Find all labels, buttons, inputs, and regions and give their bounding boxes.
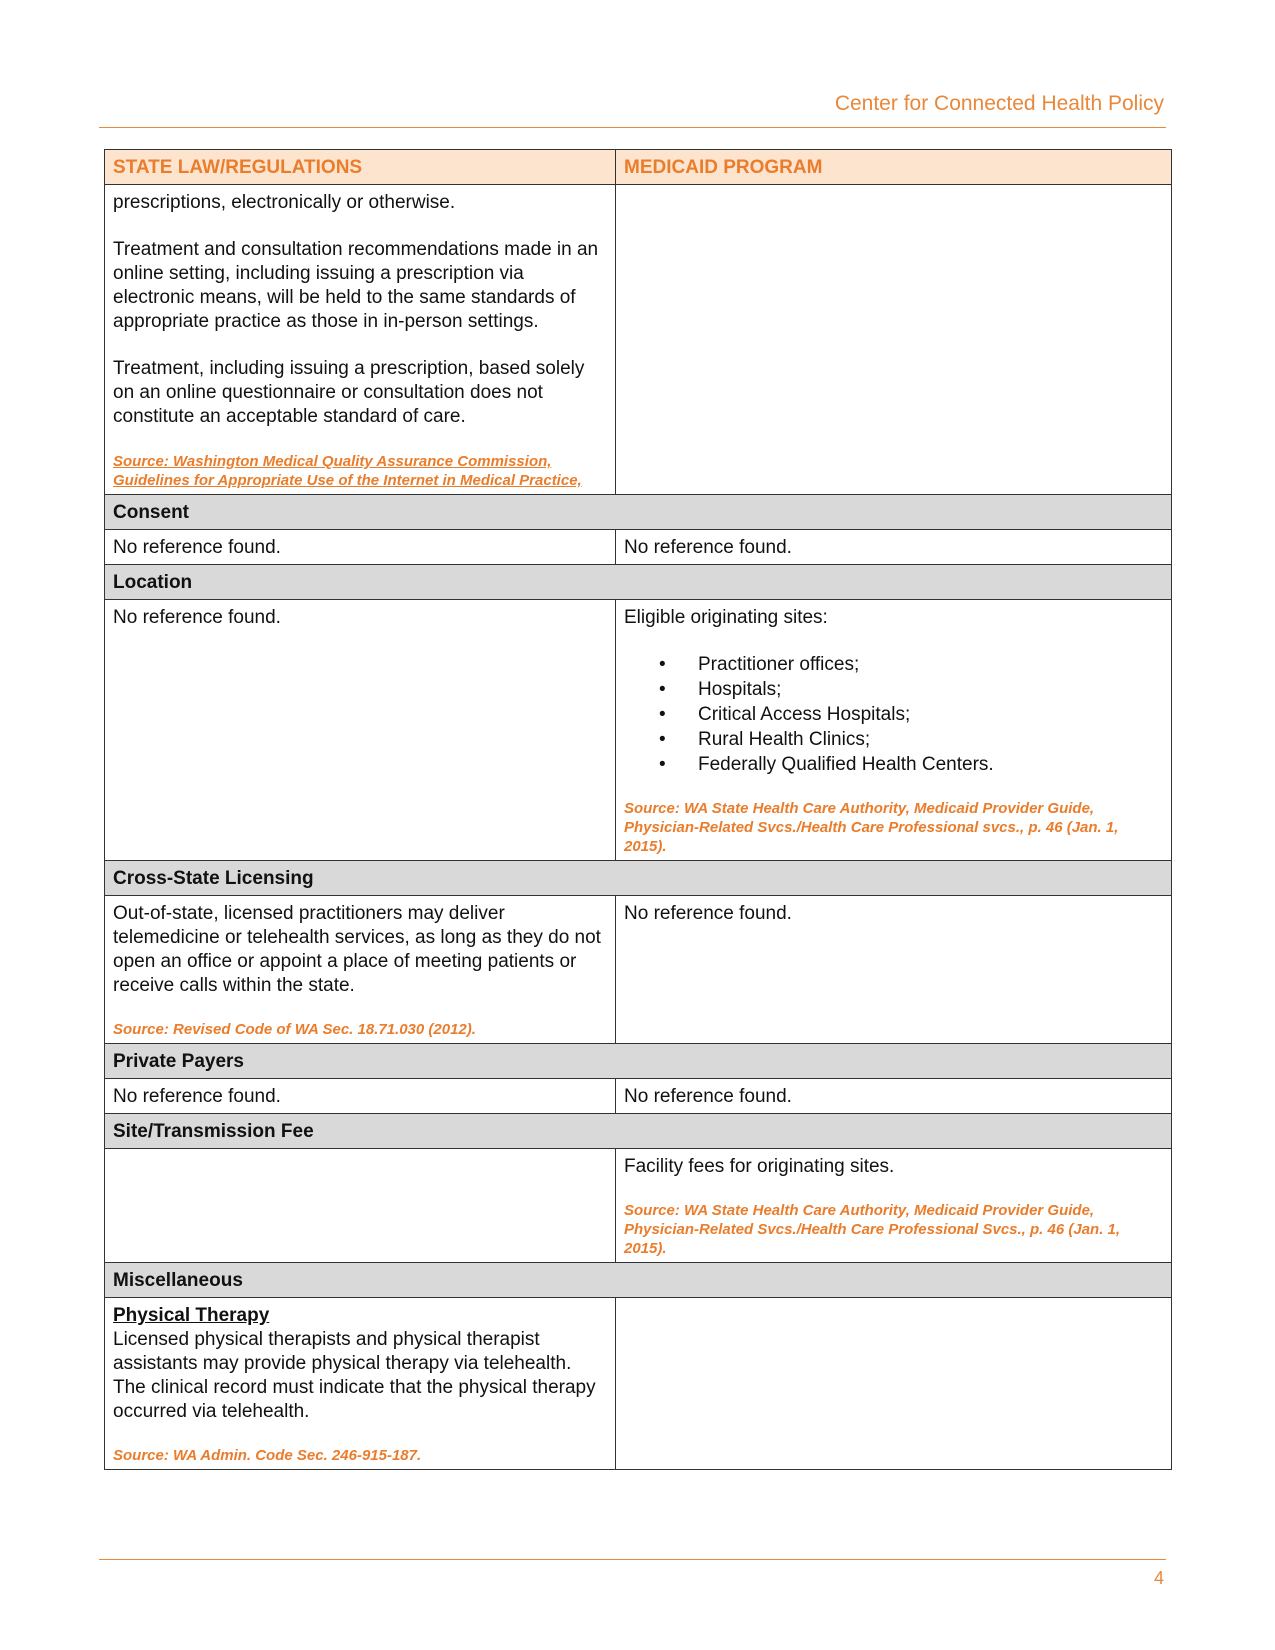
bullet-icon: • [659, 754, 666, 775]
state-cell [105, 896, 616, 1044]
section-row-private-payers [105, 1044, 1172, 1079]
section-title: Private Payers [105, 1044, 1172, 1079]
telehealth-policy-table [104, 149, 1172, 1470]
source-citation: Source: WA Admin. Code Sec. 246-915-187. [113, 1447, 422, 1464]
medicaid-cell: No reference found. [616, 530, 1172, 565]
state-cell: No reference found. [105, 600, 616, 861]
source-citation: Source: WA State Health Care Authority, Medicaid Provider Guide, Physician-Related Svcs./Health Care Professional Svcs., p. 46 (Jan. 1, 2015). [624, 1202, 1121, 1257]
footer-divider [99, 1559, 1166, 1560]
medicaid-cell [616, 1149, 1172, 1263]
paragraph: Out-of-state, licensed practitioners may deliver telemedicine or telehealth services, as long as they do not open an office or appoint a place of meeting patients or receive calls within the state. [113, 903, 601, 996]
bullet-icon: • [659, 704, 666, 725]
list-item: • Hospitals; [659, 679, 782, 700]
section-title: Miscellaneous [105, 1263, 1172, 1298]
header-divider [99, 127, 1166, 128]
medicaid-cell-intro [616, 185, 1172, 495]
state-cell [105, 1149, 616, 1263]
list-item: • Critical Access Hospitals; [659, 704, 911, 725]
source-text: : Washington Medical Quality Assurance Commission, Guidelines for Appropriate Use of the Internet in Medical Practice, [113, 453, 582, 489]
paragraph: Treatment, including issuing a prescription, based solely on an online questionnaire or consultation does not constitute an acceptable standard of care. [113, 358, 585, 427]
medicaid-cell [616, 600, 1172, 861]
medicaid-cell: No reference found. [616, 896, 1172, 1044]
paragraph: Facility fees for originating sites. [624, 1156, 895, 1177]
table-row [105, 600, 1172, 861]
state-cell [105, 1298, 616, 1470]
bullet-icon: • [659, 654, 666, 675]
section-title: Site/Transmission Fee [105, 1114, 1172, 1149]
section-row-location [105, 565, 1172, 600]
section-title: Consent [105, 495, 1172, 530]
medicaid-cell [616, 1298, 1172, 1470]
source-citation-link[interactable] [113, 452, 607, 490]
section-row-consent [105, 495, 1172, 530]
paragraph: prescriptions, electronically or otherwise. [113, 192, 456, 213]
column-header-medicaid: MEDICAID PROGRAM [616, 150, 1172, 185]
state-cell: No reference found. [105, 530, 616, 565]
list-item: • Federally Qualified Health Centers. [659, 754, 994, 775]
table-header-row [105, 150, 1172, 185]
list-item: • Practitioner offices; [659, 654, 860, 675]
bullet-icon: • [659, 729, 666, 750]
state-cell: No reference found. [105, 1079, 616, 1114]
medicaid-cell: No reference found. [616, 1079, 1172, 1114]
list-item: • Rural Health Clinics; [659, 729, 871, 750]
originating-sites-list [624, 652, 1163, 777]
table-row [105, 1298, 1172, 1470]
paragraph: Licensed physical therapists and physical therapist assistants may provide physical therapy via telehealth. The clinical record must indicate that the physical therapy occurred via telehealth. [113, 1329, 596, 1422]
column-header-state-law: STATE LAW/REGULATIONS [105, 150, 616, 185]
list-intro: Eligible originating sites: [624, 607, 828, 628]
paragraph: Treatment and consultation recommendations made in an online setting, including issuing a prescription via electronic means, will be held to the same standards of appropriate practice as those in in-person settings. [113, 239, 599, 332]
section-row-miscellaneous [105, 1263, 1172, 1298]
table-row [105, 530, 1172, 565]
source-citation: Source: Revised Code of WA Sec. 18.71.030 (2012). [113, 1021, 476, 1038]
source-label: Source [113, 453, 164, 470]
table-row [105, 896, 1172, 1044]
section-title: Location [105, 565, 1172, 600]
subheading-physical-therapy: Physical Therapy [113, 1305, 270, 1326]
section-row-cross-state [105, 861, 1172, 896]
state-cell-intro [105, 185, 616, 495]
section-row-site-fee [105, 1114, 1172, 1149]
table-row [105, 1079, 1172, 1114]
page-number: 4 [1153, 1568, 1164, 1588]
table-row [105, 1149, 1172, 1263]
document-header-title: Center for Connected Health Policy [834, 92, 1164, 115]
source-citation: Source: WA State Health Care Authority, Medicaid Provider Guide, Physician-Related Svcs./Health Care Professional svcs., p. 46 (Jan. 1, 2015). [624, 800, 1119, 855]
section-title: Cross-State Licensing [105, 861, 1172, 896]
bullet-icon: • [659, 679, 666, 700]
table-row [105, 185, 1172, 495]
